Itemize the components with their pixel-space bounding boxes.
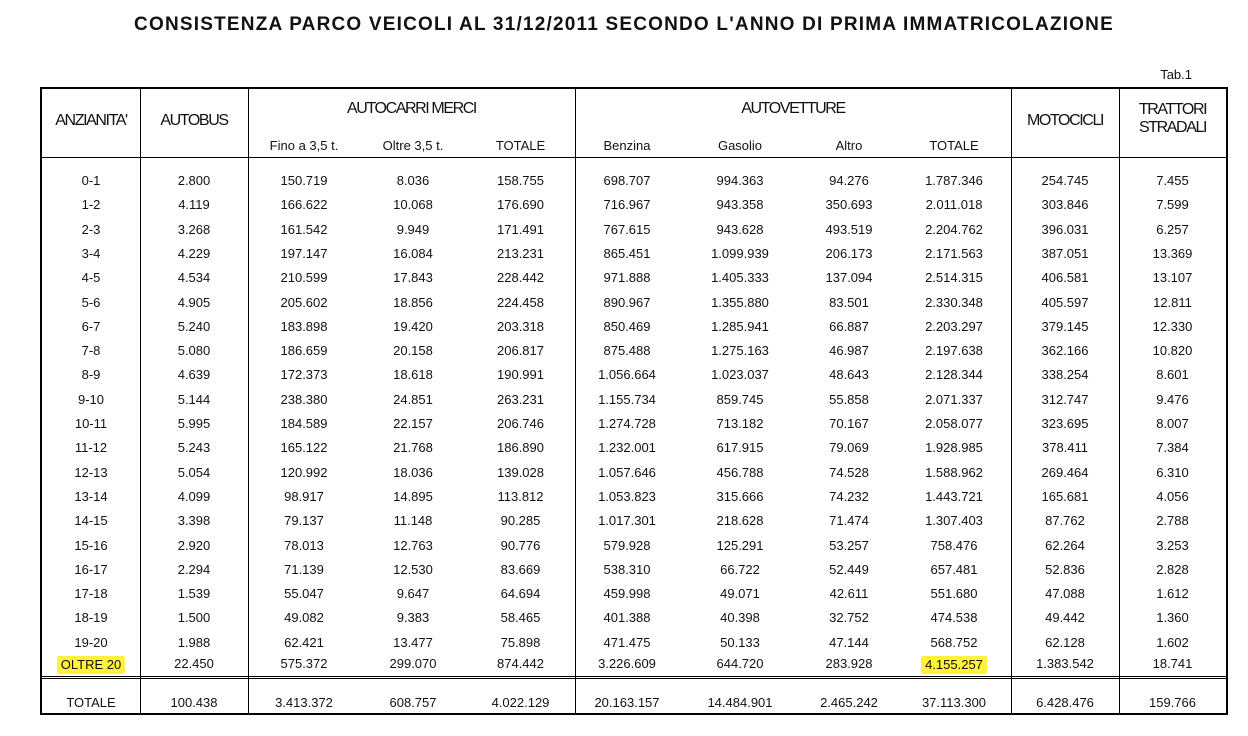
cell-motocicli: 1.383.542: [1036, 656, 1094, 671]
total-fino-3-5t: 3.413.372: [275, 695, 333, 710]
cell-autobus: 4.639: [177, 367, 211, 383]
cell-fino-3-5t: 79.137: [284, 513, 324, 529]
cell-anzianita: 6-7: [81, 318, 101, 334]
cell-trattori-stradali: 7.384: [1156, 440, 1189, 456]
total-autovetture-totale: 37.113.300: [921, 695, 987, 710]
cell-altro: 206.173: [825, 245, 873, 261]
cell-anzianita: 14-15: [74, 513, 108, 529]
cell-anzianita: 1-2: [81, 197, 101, 213]
cell-autobus: 5.243: [177, 440, 211, 456]
cell-fino-3-5t: 186.659: [280, 343, 328, 359]
header-divider: [42, 157, 1226, 158]
cell-gasolio: 1.099.939: [711, 245, 769, 261]
cell-autocarri-totale: 190.991: [497, 367, 544, 383]
total-anzianita: TOTALE: [66, 695, 116, 710]
cell-autovetture-totale: 1.787.346: [925, 173, 983, 188]
cell-autovetture-totale: 657.481: [930, 561, 978, 577]
cell-oltre-3-5t: 8.036: [396, 173, 430, 188]
cell-autocarri-totale: 186.890: [497, 440, 544, 456]
cell-autovetture-totale: 551.680: [930, 586, 978, 602]
header-autovetture: AUTOVETTURE: [741, 100, 845, 117]
cell-benzina: 459.998: [603, 586, 651, 602]
cell-trattori-stradali: 13.369: [1152, 245, 1193, 261]
cell-gasolio: 943.628: [716, 221, 764, 237]
cell-trattori-stradali: 12.330: [1152, 318, 1193, 334]
cell-fino-3-5t: 150.719: [280, 173, 328, 188]
cell-autobus: 2.294: [177, 561, 211, 577]
cell-autovetture-totale: 1.307.403: [925, 513, 983, 529]
subheader-autocarri-totale: TOTALE: [495, 138, 546, 153]
cell-trattori-stradali: 12.811: [1153, 294, 1192, 310]
cell-autobus: 1.500: [177, 610, 211, 626]
cell-gasolio: 456.788: [716, 464, 764, 480]
cell-anzianita: 8-9: [81, 367, 101, 383]
cell-altro: 74.528: [829, 464, 869, 480]
cell-autocarri-totale: 176.690: [497, 197, 544, 213]
cell-motocicli: 49.442: [1045, 610, 1085, 626]
cell-trattori-stradali: 18.741: [1152, 656, 1193, 671]
total-benzina: 20.163.157: [594, 695, 660, 710]
cell-autobus: 4.119: [178, 197, 210, 213]
cell-altro: 42.611: [829, 586, 869, 602]
cell-oltre-3-5t: 9.647: [396, 586, 430, 602]
subheader-oltre-3-5t: Oltre 3,5 t.: [382, 138, 444, 153]
cell-autobus: 4.905: [177, 294, 211, 310]
cell-altro: 283.928: [825, 656, 873, 671]
cell-autovetture-totale: 568.752: [930, 634, 978, 650]
cell-autovetture-totale: 2.514.315: [925, 270, 983, 286]
cell-oltre-3-5t: 16.084: [393, 245, 433, 261]
cell-anzianita: 7-8: [81, 343, 101, 359]
cell-benzina: 716.967: [603, 197, 651, 213]
cell-gasolio: 40.398: [720, 610, 760, 626]
cell-autocarri-totale: 263.231: [497, 391, 544, 407]
cell-oltre-3-5t: 12.763: [393, 537, 433, 553]
cell-benzina: 971.888: [603, 270, 651, 286]
cell-motocicli: 303.846: [1041, 197, 1089, 213]
cell-benzina: 579.928: [603, 537, 651, 553]
subheader-gasolio: Gasolio: [717, 138, 763, 153]
cell-autocarri-totale: 139.028: [497, 464, 544, 480]
cell-oltre-3-5t: 24.851: [393, 391, 433, 407]
cell-autobus: 4.229: [177, 245, 211, 261]
cell-motocicli: 379.145: [1041, 318, 1089, 334]
cell-motocicli: 165.681: [1041, 488, 1089, 504]
cell-trattori-stradali: 3.253: [1156, 537, 1189, 553]
total-gasolio: 14.484.901: [707, 695, 773, 710]
cell-motocicli: 52.836: [1045, 561, 1085, 577]
cell-fino-3-5t: 165.122: [280, 440, 328, 456]
cell-anzianita: 12-13: [74, 464, 108, 480]
cell-oltre-3-5t: 18.856: [393, 294, 433, 310]
cell-altro: 66.887: [829, 318, 869, 334]
cell-gasolio: 1.023.037: [711, 367, 769, 383]
cell-trattori-stradali: 1.602: [1156, 634, 1189, 650]
cell-motocicli: 254.745: [1041, 173, 1089, 188]
cell-fino-3-5t: 49.082: [284, 610, 324, 626]
cell-gasolio: 50.133: [720, 634, 760, 650]
cell-autovetture-totale: 2.204.762: [925, 221, 983, 237]
cell-fino-3-5t: 184.589: [280, 416, 328, 431]
cell-benzina: 1.053.823: [598, 488, 656, 504]
cell-autovetture-totale: 2.197.638: [925, 343, 983, 359]
header-motocicli: MOTOCICLI: [1026, 112, 1103, 129]
cell-motocicli: 47.088: [1045, 586, 1085, 602]
cell-fino-3-5t: 78.013: [284, 537, 324, 553]
cell-oltre-3-5t: 9.949: [396, 221, 430, 237]
cell-autovetture-totale: 2.171.563: [925, 245, 983, 261]
cell-benzina: 1.274.728: [598, 416, 656, 431]
cell-altro: 47.144: [829, 634, 869, 650]
cell-motocicli: 62.264: [1045, 537, 1085, 553]
cell-gasolio: 713.182: [716, 416, 764, 431]
cell-autocarri-totale: 206.817: [497, 343, 544, 359]
cell-gasolio: 66.722: [720, 561, 760, 577]
cell-trattori-stradali: 4.056: [1156, 488, 1189, 504]
total-oltre-3-5t: 608.757: [389, 695, 437, 710]
cell-autocarri-totale: 171.491: [497, 221, 544, 237]
totals-divider: [42, 676, 1226, 679]
cell-altro: 350.693: [825, 197, 873, 213]
cell-autovetture-totale: 1.588.962: [925, 464, 983, 480]
cell-autobus: 5.240: [177, 318, 211, 334]
cell-altro: 74.232: [829, 488, 869, 504]
cell-autocarri-totale: 206.746: [497, 416, 544, 431]
cell-anzianita: 17-18: [74, 586, 108, 602]
cell-motocicli: 387.051: [1041, 245, 1089, 261]
cell-trattori-stradali: 8.007: [1156, 416, 1189, 431]
total-altro: 2.465.242: [820, 695, 878, 710]
cell-autocarri-totale: 64.694: [500, 586, 541, 602]
cell-anzianita: 18-19: [74, 610, 108, 626]
cell-motocicli: 87.762: [1045, 513, 1085, 529]
cell-autobus: 22.450: [174, 656, 214, 671]
cell-benzina: 3.226.609: [598, 656, 656, 671]
cell-motocicli: 323.695: [1041, 416, 1089, 431]
cell-autovetture-totale: [897, 656, 1011, 674]
cell-fino-3-5t: 55.047: [284, 586, 324, 602]
cell-autobus: 5.054: [177, 464, 211, 480]
cell-trattori-stradali: 1.360: [1156, 610, 1189, 626]
cell-autovetture-totale: 758.476: [930, 537, 978, 553]
cell-trattori-stradali: 9.476: [1156, 391, 1189, 407]
cell-autobus: 5.144: [177, 391, 211, 407]
cell-trattori-stradali: 13.107: [1152, 270, 1193, 286]
cell-anzianita: 15-16: [74, 537, 108, 553]
cell-anzianita: 16-17: [74, 561, 108, 577]
cell-altro: 32.752: [829, 610, 869, 626]
cell-autocarri-totale: 213.231: [497, 245, 544, 261]
cell-benzina: 850.469: [603, 318, 651, 334]
cell-oltre-3-5t: 18.036: [393, 464, 433, 480]
cell-oltre-3-5t: 18.618: [393, 367, 433, 383]
cell-gasolio: 1.405.333: [711, 270, 769, 286]
cell-fino-3-5t: 575.372: [280, 656, 328, 671]
cell-motocicli: 378.411: [1041, 440, 1089, 456]
cell-oltre-3-5t: 13.477: [393, 634, 433, 650]
cell-altro: 70.167: [829, 416, 869, 431]
cell-altro: 137.094: [825, 270, 873, 286]
cell-oltre-3-5t: 9.383: [396, 610, 430, 626]
page-title: CONSISTENZA PARCO VEICOLI AL 31/12/2011 SECONDO L'ANNO DI PRIMA IMMATRICOLAZIONE: [134, 14, 1114, 35]
cell-anzianita: 19-20: [74, 634, 108, 650]
cell-trattori-stradali: 7.455: [1156, 173, 1189, 188]
cell-anzianita: 4-5: [81, 270, 101, 286]
cell-fino-3-5t: 172.373: [280, 367, 328, 383]
cell-motocicli: 396.031: [1041, 221, 1089, 237]
cell-fino-3-5t: 161.542: [280, 221, 328, 237]
cell-autobus: 4.534: [177, 270, 211, 286]
cell-fino-3-5t: 62.421: [284, 634, 324, 650]
cell-trattori-stradali: 8.601: [1156, 367, 1189, 383]
cell-anzianita: 2-3: [81, 221, 101, 237]
cell-trattori-stradali: 10.820: [1152, 343, 1193, 359]
cell-autobus: 1.539: [177, 586, 211, 602]
cell-benzina: 1.057.646: [598, 464, 656, 480]
cell-autocarri-totale: 90.285: [500, 513, 541, 529]
cell-trattori-stradali: 7.599: [1156, 197, 1189, 213]
cell-autobus: 2.800: [177, 173, 211, 188]
cell-autocarri-totale: 90.776: [500, 537, 541, 553]
cell-fino-3-5t: 205.602: [280, 294, 328, 310]
cell-autobus: 1.988: [177, 634, 211, 650]
header-autocarri-merci: AUTOCARRI MERCI: [347, 100, 476, 117]
cell-oltre-3-5t: 12.530: [393, 561, 433, 577]
cell-oltre-3-5t: 10.068: [393, 197, 433, 213]
cell-autobus: 3.398: [177, 513, 211, 529]
cell-oltre-3-5t: 11.148: [393, 513, 433, 529]
vehicle-fleet-table: [40, 87, 1228, 715]
cell-fino-3-5t: 238.380: [280, 391, 328, 407]
total-trattori-stradali: 159.766: [1149, 695, 1196, 710]
cell-trattori-stradali: 2.788: [1156, 513, 1189, 529]
cell-motocicli: 406.581: [1041, 270, 1089, 286]
cell-motocicli: 312.747: [1041, 391, 1089, 407]
cell-anzianita: 3-4: [81, 245, 101, 261]
cell-benzina: 1.056.664: [598, 367, 656, 383]
cell-altro: 46.987: [829, 343, 869, 359]
cell-altro: 493.519: [825, 221, 873, 237]
cell-autovetture-totale: 2.071.337: [925, 391, 983, 407]
cell-gasolio: 218.628: [716, 513, 764, 529]
cell-gasolio: 1.355.880: [711, 294, 769, 310]
cell-oltre-3-5t: 21.768: [393, 440, 433, 456]
cell-altro: 48.643: [829, 367, 869, 383]
cell-trattori-stradali: 6.257: [1156, 221, 1189, 237]
cell-benzina: 1.017.301: [598, 513, 656, 529]
total-motocicli: 6.428.476: [1036, 695, 1094, 710]
cell-benzina: 1.155.734: [598, 391, 656, 407]
header-trattori-stradali: [1119, 101, 1226, 137]
cell-trattori-stradali: 2.828: [1156, 561, 1189, 577]
cell-gasolio: 617.915: [716, 440, 764, 456]
total-autobus: 100.438: [170, 695, 218, 710]
cell-gasolio: 1.275.163: [711, 343, 769, 359]
cell-benzina: 890.967: [603, 294, 651, 310]
cell-gasolio: 125.291: [716, 537, 764, 553]
cell-altro: 53.257: [829, 537, 869, 553]
header-trattori-line2: STRADALI: [1138, 119, 1207, 136]
cell-altro: 94.276: [829, 173, 869, 188]
subheader-benzina: Benzina: [603, 138, 651, 153]
cell-anzianita: 9-10: [77, 391, 105, 407]
cell-motocicli: 362.166: [1041, 343, 1089, 359]
table-number-label: Tab.1: [1160, 67, 1192, 82]
cell-altro: 52.449: [829, 561, 869, 577]
cell-oltre-3-5t: 22.157: [393, 416, 433, 431]
total-autocarri-totale: 4.022.129: [491, 695, 550, 710]
cell-anzianita: 0-1: [81, 173, 101, 188]
cell-altro: 79.069: [829, 440, 869, 456]
cell-fino-3-5t: 71.139: [284, 561, 324, 577]
cell-autovetture-totale: 2.128.344: [925, 367, 983, 383]
cell-autocarri-totale: 58.465: [500, 610, 541, 626]
cell-autocarri-totale: 228.442: [497, 270, 544, 286]
cell-autocarri-totale: 224.458: [497, 294, 544, 310]
subheader-autovetture-totale: TOTALE: [929, 138, 979, 153]
cell-anzianita: 11-12: [74, 440, 108, 456]
cell-gasolio: 943.358: [716, 197, 764, 213]
cell-oltre-3-5t: 299.070: [389, 656, 437, 671]
cell-autocarri-totale: 113.812: [497, 488, 544, 504]
cell-fino-3-5t: 166.622: [280, 197, 328, 213]
cell-anzianita: 5-6: [81, 294, 101, 310]
subheader-altro: Altro: [835, 138, 863, 153]
cell-trattori-stradali: 1.612: [1156, 586, 1189, 602]
cell-oltre-3-5t: 17.843: [393, 270, 433, 286]
cell-benzina: 698.707: [603, 173, 651, 188]
cell-benzina: 865.451: [603, 245, 651, 261]
cell-benzina: 538.310: [603, 561, 651, 577]
cell-benzina: 767.615: [603, 221, 651, 237]
cell-autovetture-totale: 2.011.018: [925, 197, 983, 213]
subheader-fino-3-5t: Fino a 3,5 t.: [269, 138, 339, 153]
cell-oltre-3-5t: 19.420: [393, 318, 433, 334]
header-trattori-line1: TRATTORI: [1138, 101, 1207, 118]
cell-altro: 55.858: [829, 391, 869, 407]
cell-autocarri-totale: 75.898: [500, 634, 541, 650]
cell-autocarri-totale: 203.318: [497, 318, 544, 334]
cell-fino-3-5t: 210.599: [280, 270, 328, 286]
cell-motocicli: 62.128: [1045, 634, 1085, 650]
cell-altro: 83.501: [829, 294, 869, 310]
header-autobus: AUTOBUS: [160, 112, 228, 129]
cell-fino-3-5t: 183.898: [280, 318, 328, 334]
cell-autobus: 4.099: [177, 488, 211, 504]
cell-autovetture-totale: 1.928.985: [925, 440, 983, 456]
cell-benzina: 1.232.001: [598, 440, 656, 456]
cell-fino-3-5t: 98.917: [284, 488, 324, 504]
cell-autocarri-totale: 83.669: [500, 561, 541, 577]
cell-autovetture-totale: 1.443.721: [925, 488, 983, 504]
cell-motocicli: 405.597: [1041, 294, 1089, 310]
cell-motocicli: 338.254: [1041, 367, 1089, 383]
cell-autovetture-totale: 2.330.348: [925, 294, 983, 310]
highlighted-value: 4.155.257: [921, 656, 987, 674]
cell-autobus: 5.995: [177, 416, 211, 431]
cell-gasolio: 994.363: [716, 173, 764, 188]
cell-autocarri-totale: 874.442: [497, 656, 544, 671]
cell-autovetture-totale: 2.058.077: [925, 416, 983, 431]
cell-oltre-3-5t: 14.895: [393, 488, 433, 504]
cell-anzianita: 10-11: [74, 416, 108, 431]
cell-autovetture-totale: 2.203.297: [925, 318, 983, 334]
cell-altro: 71.474: [829, 513, 869, 529]
cell-oltre-3-5t: 20.158: [393, 343, 433, 359]
cell-motocicli: 269.464: [1041, 464, 1089, 480]
cell-anzianita: [42, 656, 140, 674]
cell-anzianita: 13-14: [74, 488, 108, 504]
cell-fino-3-5t: 197.147: [280, 245, 328, 261]
header-anzianita: ANZIANITA': [55, 112, 127, 129]
cell-gasolio: 1.285.941: [711, 318, 769, 334]
cell-autobus: 3.268: [177, 221, 211, 237]
cell-gasolio: 315.666: [716, 488, 764, 504]
cell-autobus: 5.080: [177, 343, 211, 359]
cell-autovetture-totale: 474.538: [930, 610, 978, 626]
cell-gasolio: 859.745: [716, 391, 764, 407]
highlighted-value: OLTRE 20: [57, 656, 125, 674]
cell-benzina: 401.388: [603, 610, 651, 626]
cell-autobus: 2.920: [177, 537, 211, 553]
cell-benzina: 471.475: [603, 634, 651, 650]
cell-gasolio: 49.071: [720, 586, 760, 602]
cell-benzina: 875.488: [603, 343, 651, 359]
cell-trattori-stradali: 6.310: [1156, 464, 1189, 480]
cell-autocarri-totale: 158.755: [497, 173, 544, 188]
cell-gasolio: 644.720: [716, 656, 764, 671]
cell-fino-3-5t: 120.992: [280, 464, 328, 480]
